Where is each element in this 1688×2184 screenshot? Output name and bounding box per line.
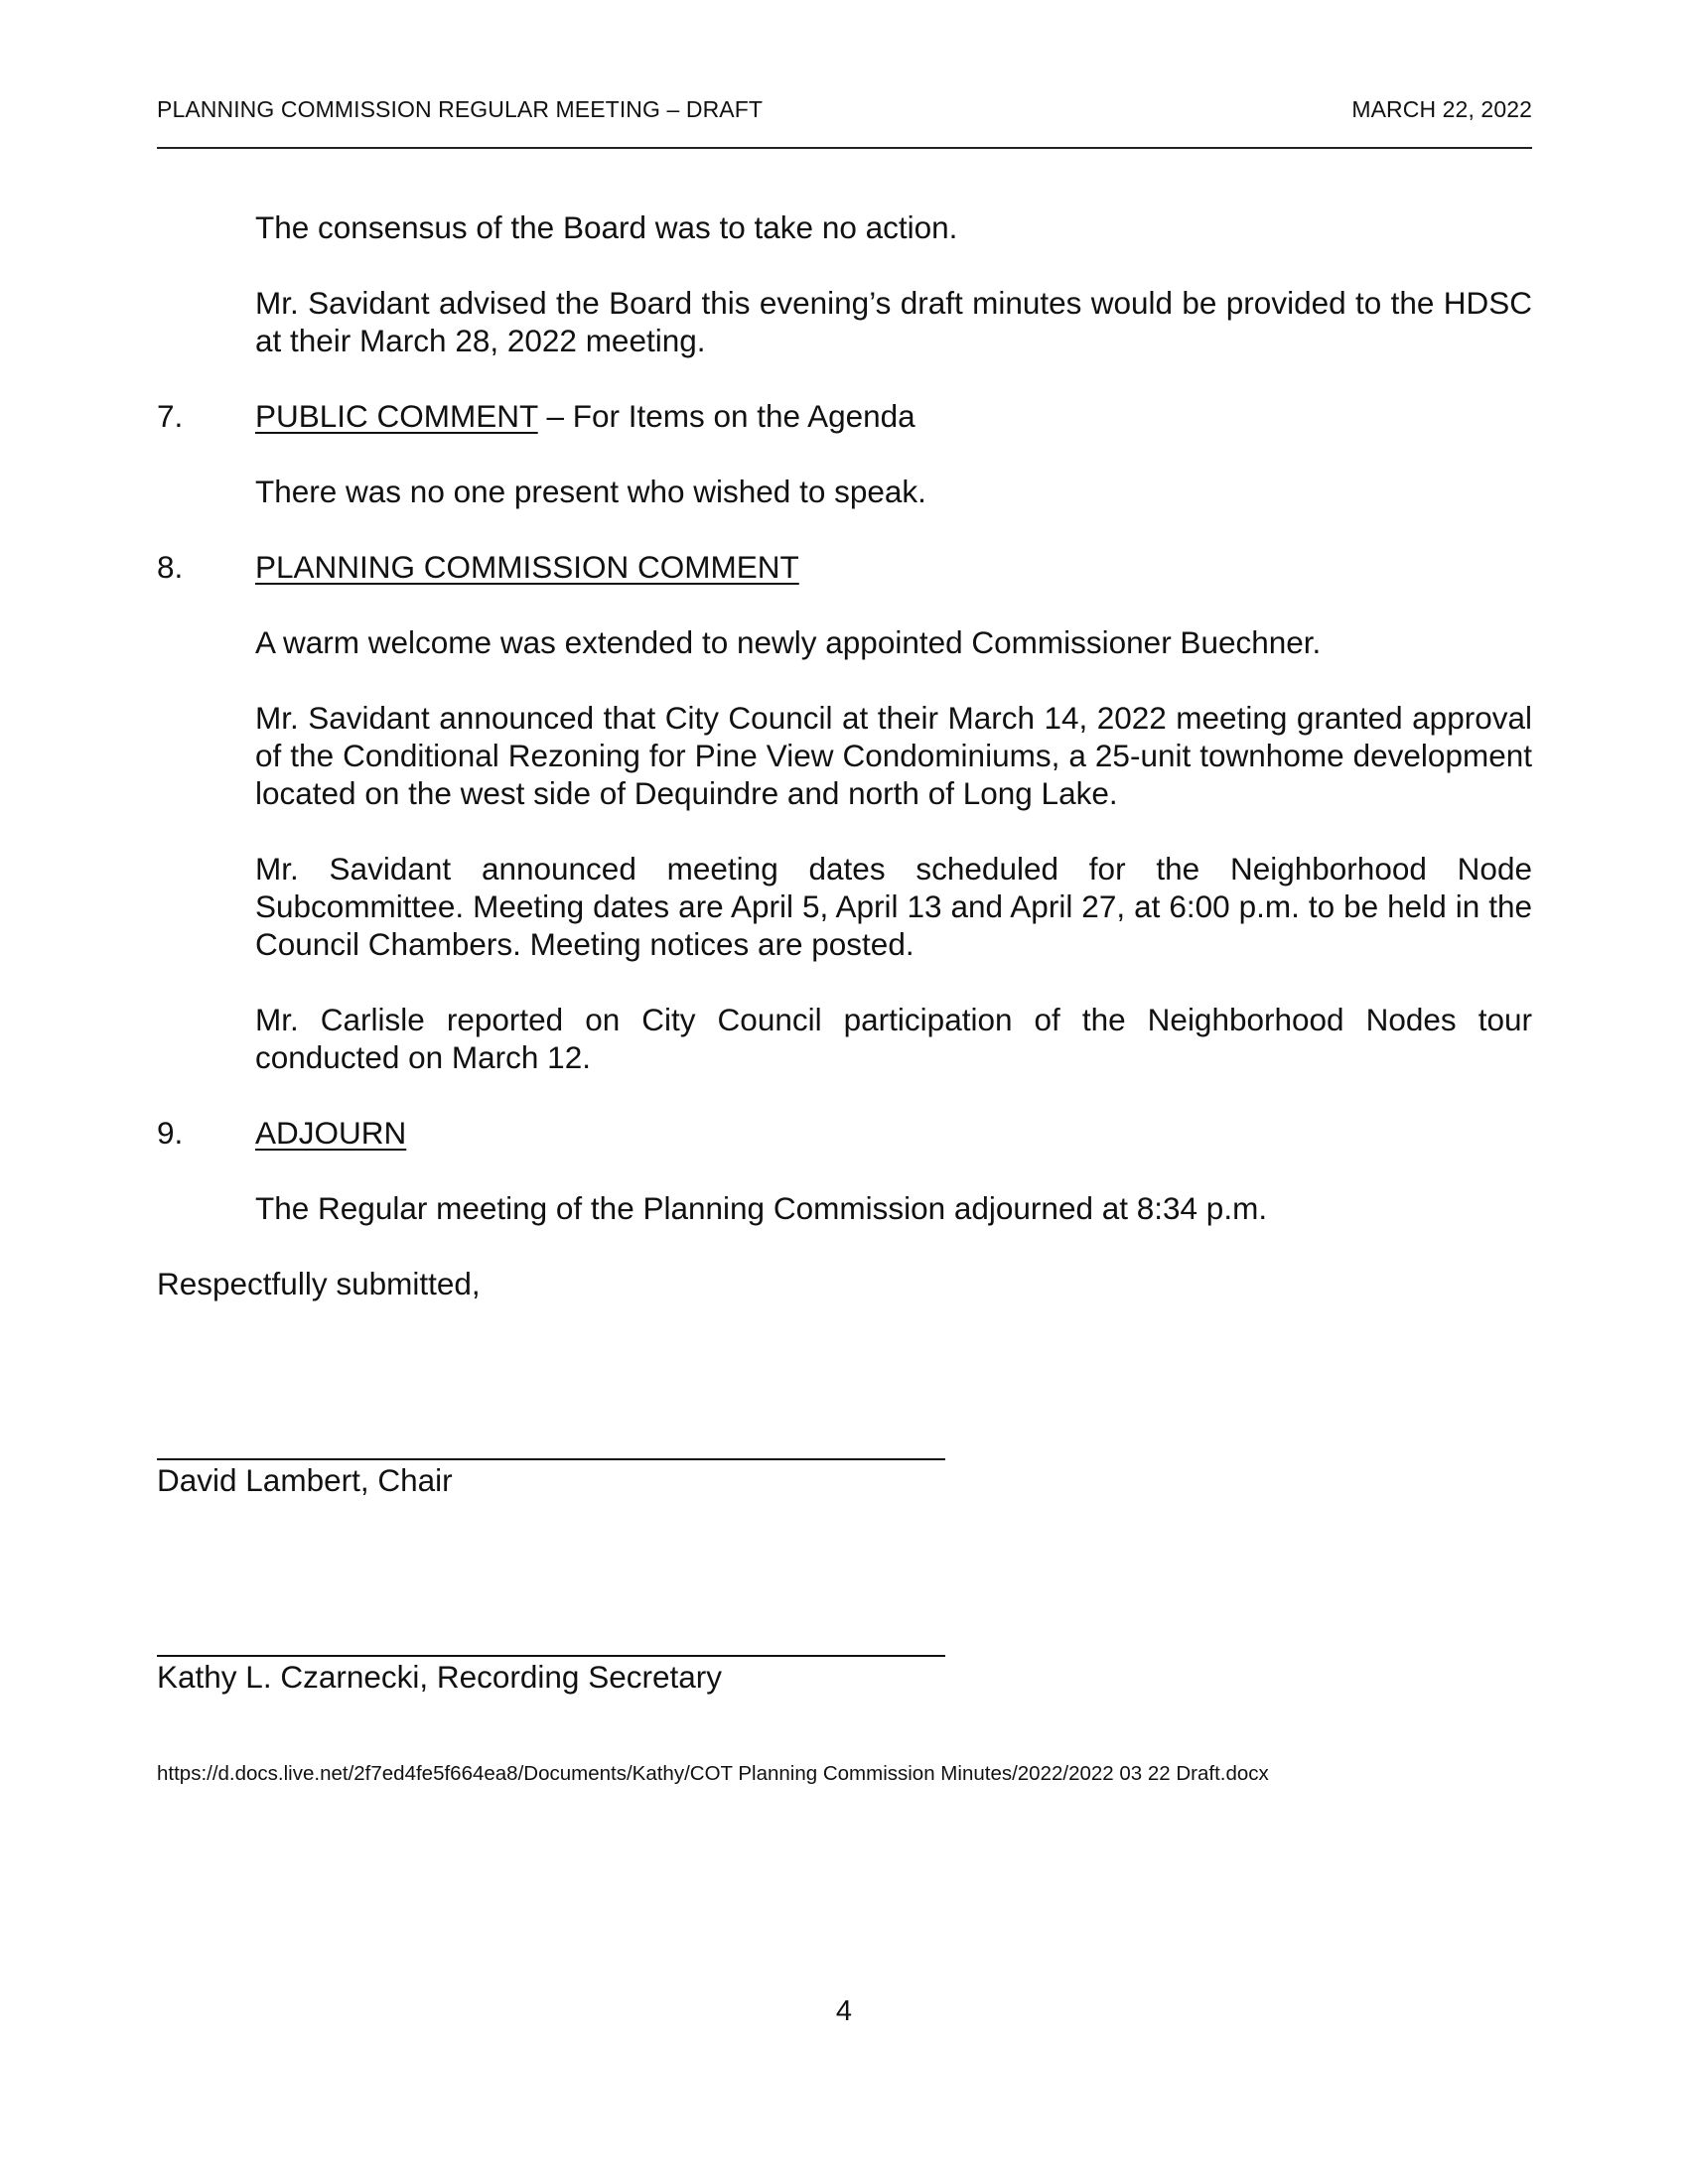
signature-name: Kathy L. Czarnecki, Recording Secretary (157, 1659, 722, 1695)
section-title-suffix: – For Items on the Agenda (537, 398, 915, 434)
paragraph: The Regular meeting of the Planning Commission adjourned at 8:34 p.m. (255, 1190, 1268, 1226)
section-title: PUBLIC COMMENT (255, 398, 538, 434)
paragraph: The consensus of the Board was to take no action. (255, 209, 958, 245)
paragraph: Mr. Carlisle reported on City Council participation of the Neighborhood Nodes tour conducted on March 12. (255, 1002, 1532, 1075)
section-title: PLANNING COMMISSION COMMENT (255, 549, 799, 585)
file-path: https://d.docs.live.net/2f7ed4fe5f664ea8/Documents/Kathy/COT Planning Commission Minutes/2022/2022 03 22 Draft.docx (157, 1762, 1269, 1785)
section-number: 8. (157, 549, 184, 585)
signature-name: David Lambert, Chair (157, 1462, 453, 1498)
paragraph: Mr. Savidant advised the Board this evening’s draft minutes would be provided to the HDSC at their March 28, 2022 meeting. (255, 285, 1532, 358)
section-number: 7. (157, 398, 184, 434)
closing-text: Respectfully submitted, (157, 1266, 481, 1301)
paragraph: A warm welcome was extended to newly appointed Commissioner Buechner. (255, 624, 1322, 660)
section-heading (255, 397, 915, 435)
section-title: ADJOURN (255, 1115, 407, 1151)
section-heading (255, 548, 799, 586)
paragraph: Mr. Savidant announced meeting dates scheduled for the Neighborhood Node Subcommittee. Meeting dates are April 5, April 13 and April 27, at 6:00 p.m. to be held in the Council Chambers. Meeting notices are posted. (255, 851, 1532, 962)
paragraph: There was no one present who wished to speak. (255, 474, 926, 509)
signature-line (157, 1458, 945, 1460)
header-title: PLANNING COMMISSION REGULAR MEETING – DRAFT (157, 96, 764, 122)
signature-line (157, 1655, 945, 1657)
paragraph: Mr. Savidant announced that City Council at their March 14, 2022 meeting granted approval of the Conditional Rezoning for Pine View Condominiums, a 25-unit townhome development located on the west side of Dequindre and north of Long Lake. (255, 700, 1532, 811)
section-number: 9. (157, 1115, 184, 1151)
header-rule (157, 147, 1532, 149)
header-date: MARCH 22, 2022 (1351, 96, 1532, 122)
page-number: 4 (835, 1995, 853, 2027)
section-heading (255, 1114, 406, 1152)
